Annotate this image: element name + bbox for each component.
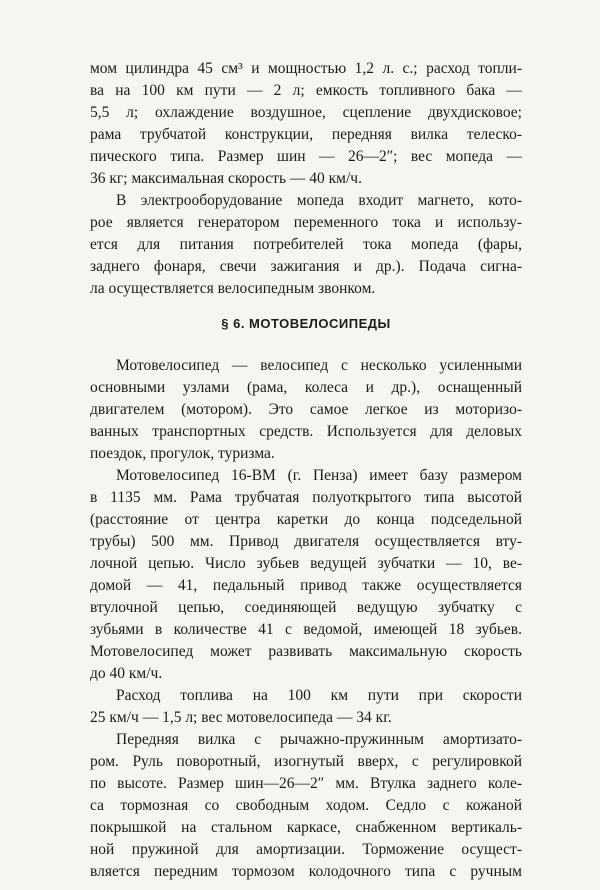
body-line: двигателем (мотором). Это самое легкое из моторизо- [90, 401, 522, 418]
body-line: втулочной цепью, соединяющей ведущую зубчатку с [90, 599, 522, 616]
body-line: ванных транспортных средств. Используется для деловых [90, 423, 522, 440]
body-line: Мотовелосипед — велосипед с несколько усиленными [116, 357, 522, 374]
body-line: по высоте. Размер шин—26—2″ мм. Втулка заднего коле- [90, 775, 522, 792]
body-line: ва на 100 км пути — 2 л; емкость топливного бака — [90, 82, 522, 99]
body-line: рама трубчатой конструкции, передняя вилка телеско- [90, 126, 522, 143]
body-line: зубьями в количестве 41 с ведомой, имеющей 18 зубьев. [90, 621, 522, 638]
body-line: ром. Руль поворотный, изогнутый вверх, с регулировкой [90, 753, 522, 770]
body-line: поездок, прогулок, туризма. [90, 445, 275, 462]
body-line: Мотовелосипед может развивать максимальную скорость [90, 643, 522, 660]
body-line: 5,5 л; охлаждение воздушное, сцепление двухдисковое; [90, 104, 522, 121]
body-line: в 1135 мм. Рама трубчатая полуоткрытого типа высотой [90, 489, 522, 506]
body-line: 36 кг; максимальная скорость — 40 км/ч. [90, 170, 362, 187]
body-line: покрышкой на стальном каркасе, снабженном вертикаль- [90, 819, 522, 836]
body-line: Расход топлива на 100 км пути при скорости [116, 687, 522, 704]
body-line: В электрооборудование мопеда входит магнето, кото- [116, 192, 522, 209]
body-line: са тормозная со свободным ходом. Седло с кожаной [90, 797, 522, 814]
body-line: трубы) 500 мм. Привод двигателя осуществляется вту- [90, 533, 522, 550]
body-line: пического типа. Размер шин — 26—2″; вес мопеда — [90, 148, 522, 165]
body-line: вляется передним тормозом колодочного типа с ручным [90, 863, 522, 880]
body-line: (расстояние от центра каретки до конца подседельной [90, 511, 522, 528]
body-line: мом цилиндра 45 см³ и мощностью 1,2 л. с.; расход топли- [90, 60, 522, 77]
body-line: основными узлами (рама, колеса и др.), оснащенный [90, 379, 522, 396]
body-line: лочной цепью. Число зубьев ведущей зубчатки — 10, ве- [90, 555, 522, 572]
body-line: рое является генератором переменного тока и использу- [90, 214, 522, 231]
body-line: Передняя вилка с рычажно-пружинным амортизато- [116, 731, 522, 748]
body-line: Мотовелосипед 16-ВМ (г. Пенза) имеет базу размером [116, 467, 522, 484]
body-line: 25 км/ч — 1,5 л; вес мотовелосипеда — 34 кг. [90, 709, 392, 726]
body-line: домой — 41, педальный привод также осуществляется [90, 577, 522, 594]
section-heading: § 6. МОТОВЕЛОСИПЕДЫ [221, 316, 391, 331]
body-line: ла осуществляется велосипедным звонком. [90, 280, 376, 297]
body-line: ется для питания потребителей тока мопеда (фары, [90, 236, 522, 253]
body-line: заднего фонаря, свечи зажигания и др.). Подача сигна- [90, 258, 522, 275]
body-line: до 40 км/ч. [90, 665, 163, 682]
body-line: ной пружиной для амортизации. Торможение осущест- [90, 841, 522, 858]
